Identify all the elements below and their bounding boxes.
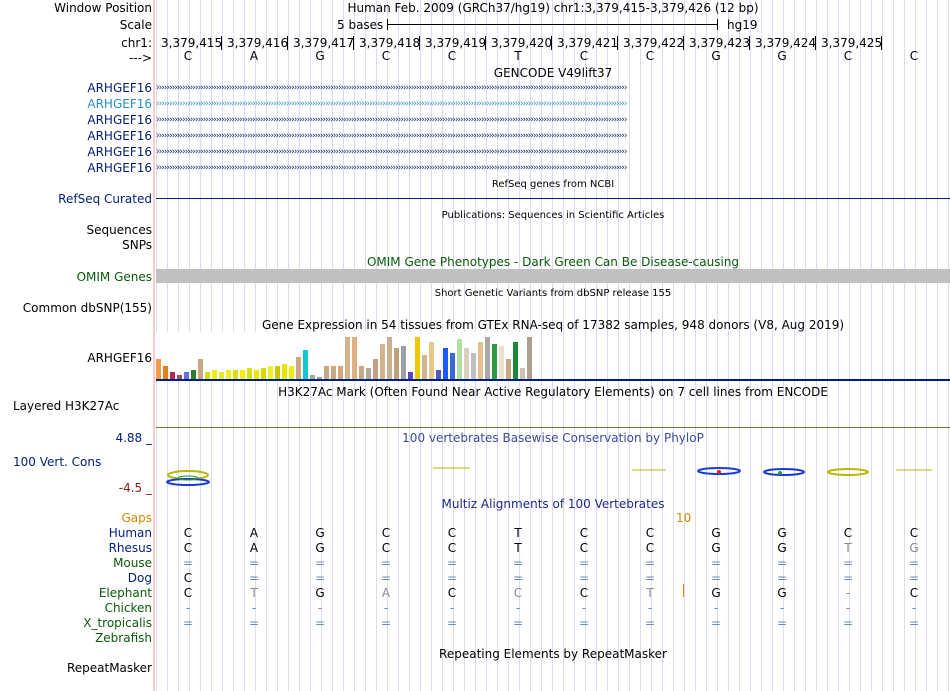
alignment-base: = xyxy=(314,556,326,570)
label-separator xyxy=(153,0,155,691)
alignment-base: - xyxy=(647,601,653,615)
alignment-base: - xyxy=(713,601,719,615)
alignment-base: = xyxy=(446,556,458,570)
position-label: 3,379,415 xyxy=(161,36,223,50)
alignment-base: - xyxy=(449,601,455,615)
reference-base: C xyxy=(843,49,853,63)
gtex-tissue-bar[interactable] xyxy=(499,346,504,379)
alignment-base: T xyxy=(844,541,852,555)
reference-base: C xyxy=(447,49,457,63)
alignment-base: = xyxy=(842,616,854,630)
alignment-base: - xyxy=(581,601,587,615)
alignment-base: T xyxy=(514,541,522,555)
gtex-tissue-bar[interactable] xyxy=(345,337,350,379)
gtex-tissue-bar[interactable] xyxy=(394,348,399,379)
gtex-tissue-bar[interactable] xyxy=(247,368,252,379)
gtex-tissue-bar[interactable] xyxy=(198,359,203,379)
alignment-base: C xyxy=(579,586,589,600)
reference-base: G xyxy=(777,49,787,63)
repeatmasker-track-title: Repeating Elements by RepeatMasker xyxy=(439,647,667,661)
alignment-base: = xyxy=(776,616,788,630)
alignment-base: G xyxy=(315,526,325,540)
h3k27ac-label[interactable]: Layered H3K27Ac xyxy=(13,399,120,413)
alignment-base: = xyxy=(248,556,260,570)
gtex-track-title: Gene Expression in 54 tissues from GTEx RNA-seq of 17382 samples, 948 donors (V8, Aug 2019) xyxy=(261,318,845,332)
reference-base: G xyxy=(315,49,325,63)
alignment-base: = xyxy=(776,571,788,585)
snps-label[interactable]: SNPs xyxy=(122,238,152,252)
species-label-mouse[interactable]: Mouse xyxy=(113,556,152,570)
gtex-tissue-bar[interactable] xyxy=(303,350,308,379)
species-label-elephant[interactable]: Elephant xyxy=(98,586,152,600)
gtex-tissue-bar[interactable] xyxy=(436,370,441,379)
gencode-transcript-arrows[interactable]: ››››››››››››››››››››››››››››››››››››››››››››››››››››››››››››››››››››››››››››››››››››››››››››››››››››››››››››››››››››››››››››››››››››››››››››››››››››››››››››››››››››››››››››››››››››› xyxy=(156,115,627,125)
gencode-track-title: GENCODE V49lift37 xyxy=(493,66,613,80)
alignment-base: = xyxy=(578,571,590,585)
alignment-base: = xyxy=(710,571,722,585)
gtex-tissue-bar[interactable] xyxy=(471,353,476,379)
alignment-base: = xyxy=(776,556,788,570)
gencode-transcript-label[interactable]: ARHGEF16 xyxy=(87,113,152,127)
reference-base: C xyxy=(183,49,193,63)
position-label: 3,379,416 xyxy=(227,36,289,50)
alignment-base: T xyxy=(646,586,654,600)
alignment-base: = xyxy=(314,571,326,585)
reference-base: C xyxy=(909,49,919,63)
alignment-base: = xyxy=(644,571,656,585)
alignment-base: C xyxy=(183,586,193,600)
gtex-tissue-bar[interactable] xyxy=(219,372,224,379)
species-label-x-tropicalis[interactable]: X_tropicalis xyxy=(83,616,152,630)
species-label-zebrafish[interactable]: Zebrafish xyxy=(95,631,152,645)
scale-assembly: hg19 xyxy=(727,18,758,32)
gtex-tissue-bar[interactable] xyxy=(464,348,469,379)
gtex-gene-line xyxy=(156,379,950,381)
gtex-tissue-bar[interactable] xyxy=(520,368,525,379)
gencode-transcript-label[interactable]: ARHGEF16 xyxy=(87,81,152,95)
alignment-base: A xyxy=(381,586,391,600)
alignment-base: G xyxy=(711,541,721,555)
conservation-max-label: 4.88 _ xyxy=(115,431,152,445)
gencode-transcript-arrows[interactable]: ››››››››››››››››››››››››››››››››››››››››››››››››››››››››››››››››››››››››››››››››››››››››››››››››››››››››››››››››››››››››››››››››››››››››››››››››››››››››››››››››››››››››››››››››››››› xyxy=(156,99,627,109)
h3k27ac-baseline xyxy=(156,427,950,428)
position-label: 3,379,422 xyxy=(623,36,685,50)
scale-bar-start xyxy=(387,19,388,30)
alignment-base: - xyxy=(845,601,851,615)
gencode-transcript-label[interactable]: ARHGEF16 xyxy=(87,161,152,175)
position-label: 3,379,418 xyxy=(359,36,421,50)
species-label-chicken[interactable]: Chicken xyxy=(104,601,152,615)
strand-label: ---> xyxy=(128,51,152,65)
refseq-gene-line[interactable] xyxy=(156,198,950,199)
alignment-base: = xyxy=(512,571,524,585)
gtex-tissue-bar[interactable] xyxy=(296,357,301,379)
alignment-base: = xyxy=(446,571,458,585)
alignment-base: C xyxy=(579,526,589,540)
alignment-base: C xyxy=(381,526,391,540)
alignment-base: = xyxy=(644,556,656,570)
position-label: 3,379,420 xyxy=(491,36,553,50)
gtex-gene-label[interactable]: ARHGEF16 xyxy=(87,351,152,365)
alignment-base: = xyxy=(380,556,392,570)
gencode-transcript-label[interactable]: ARHGEF16 xyxy=(87,97,152,111)
conservation-track-title: 100 vertebrates Basewise Conservation by PhyloP xyxy=(402,431,704,445)
alignment-base: C xyxy=(909,586,919,600)
gtex-tissue-bar[interactable] xyxy=(506,359,511,379)
gencode-transcript-label[interactable]: ARHGEF16 xyxy=(87,145,152,159)
alignment-base: = xyxy=(578,616,590,630)
dbsnp-label[interactable]: Common dbSNP(155) xyxy=(22,301,152,315)
alignment-base: C xyxy=(183,541,193,555)
gtex-tissue-bar[interactable] xyxy=(184,372,189,379)
gencode-transcript-arrows[interactable]: ››››››››››››››››››››››››››››››››››››››››››››››››››››››››››››››››››››››››››››››››››››››››››››››››››››››››››››››››››››››››››››››››››››››››››››››››››››››››››››››››››››››››››››››››››››› xyxy=(156,83,627,93)
alignment-base: = xyxy=(182,556,194,570)
alignment-base: = xyxy=(248,616,260,630)
refseq-track-title: RefSeq genes from NCBI xyxy=(491,179,615,190)
position-label: 3,379,417 xyxy=(293,36,355,50)
multiz-track-title: Multiz Alignments of 100 Vertebrates xyxy=(441,497,665,511)
alignment-base: = xyxy=(314,616,326,630)
alignment-base: - xyxy=(845,586,851,600)
position-label: 3,379,419 xyxy=(425,36,487,50)
gtex-tissue-bar[interactable] xyxy=(443,348,448,379)
gtex-tissue-bar[interactable] xyxy=(205,372,210,379)
gencode-transcript-arrows[interactable]: ››››››››››››››››››››››››››››››››››››››››››››››››››››››››››››››››››››››››››››››››››››››››››››››››››››››››››››››››››››››››››››››››››››››››››››››››››››››››››››››››››››››››››››››››››››› xyxy=(156,147,627,157)
alignment-base: C xyxy=(843,526,853,540)
tracks-area[interactable] xyxy=(156,0,950,691)
repeatmasker-label[interactable]: RepeatMasker xyxy=(66,661,152,675)
alignment-base: T xyxy=(250,586,258,600)
alignment-base: - xyxy=(317,601,323,615)
position-label: 3,379,424 xyxy=(755,36,817,50)
alignment-base: T xyxy=(514,526,522,540)
gtex-tissue-bar[interactable] xyxy=(485,337,490,379)
alignment-base: G xyxy=(315,586,325,600)
gtex-tissue-bar[interactable] xyxy=(191,370,196,379)
gtex-tissue-bar[interactable] xyxy=(408,372,413,379)
alignment-base: = xyxy=(248,571,260,585)
alignment-base: = xyxy=(380,571,392,585)
alignment-base: C xyxy=(381,541,391,555)
position-label: 3,379,425 xyxy=(821,36,883,50)
gtex-tissue-bar[interactable] xyxy=(366,368,371,379)
alignment-base: = xyxy=(908,571,920,585)
gtex-tissue-bar[interactable] xyxy=(373,359,378,379)
gencode-transcript-arrows[interactable]: ››››››››››››››››››››››››››››››››››››››››››››››››››››››››››››››››››››››››››››››››››››››››››››››››››››››››››››››››››››››››››››››››››››››››››››››››››››››››››››››››››››››››››››››››››››› xyxy=(156,163,627,173)
gtex-tissue-bar[interactable] xyxy=(352,337,357,379)
gtex-tissue-bar[interactable] xyxy=(380,344,385,379)
alignment-base: = xyxy=(446,616,458,630)
gtex-tissue-bar[interactable] xyxy=(415,337,420,379)
alignment-base: = xyxy=(710,556,722,570)
omim-gene-bar[interactable] xyxy=(156,269,950,283)
gtex-expression-bars[interactable] xyxy=(156,332,536,379)
gtex-tissue-bar[interactable] xyxy=(457,339,462,379)
alignment-base: G xyxy=(711,526,721,540)
alignment-base: G xyxy=(711,586,721,600)
alignment-base: = xyxy=(578,556,590,570)
alignment-base: = xyxy=(710,616,722,630)
alignment-base: - xyxy=(911,601,917,615)
species-label-human[interactable]: Human xyxy=(108,526,152,540)
gtex-tissue-bar[interactable] xyxy=(429,342,434,379)
alignment-base: G xyxy=(909,541,919,555)
gtex-tissue-bar[interactable] xyxy=(450,353,455,379)
alignment-base: C xyxy=(909,526,919,540)
alignment-base: = xyxy=(380,616,392,630)
gap-count: 10 xyxy=(676,511,692,525)
alignment-base: = xyxy=(644,616,656,630)
gencode-transcript-label[interactable]: ARHGEF16 xyxy=(87,129,152,143)
gtex-tissue-bar[interactable] xyxy=(275,366,280,379)
gtex-tissue-bar[interactable] xyxy=(240,370,245,379)
alignment-base: - xyxy=(383,601,389,615)
species-label-dog[interactable]: Dog xyxy=(127,571,152,585)
alignment-base: A xyxy=(249,526,259,540)
gtex-tissue-bar[interactable] xyxy=(254,370,259,379)
gtex-tissue-bar[interactable] xyxy=(338,366,343,379)
gtex-tissue-bar[interactable] xyxy=(261,368,266,379)
conservation-logo-marks[interactable] xyxy=(156,460,950,490)
alignment-base: C xyxy=(447,526,457,540)
publications-label[interactable]: Sequences xyxy=(86,223,152,237)
gtex-tissue-bar[interactable] xyxy=(289,366,294,379)
alignment-base: - xyxy=(515,601,521,615)
scale-bar-end xyxy=(717,19,718,30)
alignment-base: A xyxy=(249,541,259,555)
reference-base: C xyxy=(579,49,589,63)
refseq-label[interactable]: RefSeq Curated xyxy=(58,192,152,206)
conservation-min-label: -4.5 _ xyxy=(118,481,152,495)
window-position-value: Human Feb. 2009 (GRCh37/hg19) chr1:3,379,415-3,379,426 (12 bp) xyxy=(347,1,759,15)
gtex-tissue-bar[interactable] xyxy=(268,366,273,379)
gtex-tissue-bar[interactable] xyxy=(163,366,168,379)
position-label: 3,379,423 xyxy=(689,36,751,50)
gtex-tissue-bar[interactable] xyxy=(331,366,336,379)
alignment-base: C xyxy=(513,586,523,600)
h3k27ac-track-title: H3K27Ac Mark (Often Found Near Active Regulatory Elements) on 7 cell lines from ENCODE xyxy=(278,385,828,399)
gtex-tissue-bar[interactable] xyxy=(170,372,175,379)
gtex-tissue-bar[interactable] xyxy=(359,366,364,379)
position-label: 3,379,421 xyxy=(557,36,619,50)
gencode-transcript-arrows[interactable]: ››››››››››››››››››››››››››››››››››››››››››››››››››››››››››››››››››››››››››››››››››››››››››››››››››››››››››››››››››››››››››››››››››››››››››››››››››››››››››››››››››››››››››››››››››››› xyxy=(156,131,627,141)
alignment-base: - xyxy=(779,601,785,615)
gtex-tissue-bar[interactable] xyxy=(233,370,238,379)
gtex-tissue-bar[interactable] xyxy=(212,370,217,379)
gtex-tissue-bar[interactable] xyxy=(324,366,329,379)
omim-label[interactable]: OMIM Genes xyxy=(76,270,152,284)
alignment-base: - xyxy=(251,601,257,615)
reference-base: T xyxy=(514,49,522,63)
scale-bar xyxy=(387,24,717,25)
reference-base: G xyxy=(711,49,721,63)
alignment-base: G xyxy=(777,526,787,540)
alignment-base: = xyxy=(182,616,194,630)
gtex-tissue-bar[interactable] xyxy=(492,344,497,379)
alignment-base: - xyxy=(185,601,191,615)
scale-label: Scale xyxy=(119,18,152,32)
gtex-tissue-bar[interactable] xyxy=(401,346,406,379)
reference-base: C xyxy=(381,49,391,63)
alignment-base: = xyxy=(908,616,920,630)
alignment-base: G xyxy=(777,586,787,600)
omim-track-title: OMIM Gene Phenotypes - Dark Green Can Be Disease-causing xyxy=(366,255,740,269)
gtex-tissue-bar[interactable] xyxy=(422,355,427,379)
alignment-base: = xyxy=(842,571,854,585)
alignment-base: C xyxy=(447,586,457,600)
gtex-tissue-bar[interactable] xyxy=(387,337,392,379)
alignment-base: = xyxy=(512,616,524,630)
reference-base: C xyxy=(645,49,655,63)
gtex-tissue-bar[interactable] xyxy=(513,342,518,379)
alignment-base: C xyxy=(183,571,193,585)
alignment-base: C xyxy=(645,526,655,540)
scale-value: 5 bases xyxy=(337,18,384,32)
species-label-rhesus[interactable]: Rhesus xyxy=(108,541,152,555)
alignment-base: C xyxy=(447,541,457,555)
gtex-tissue-bar[interactable] xyxy=(226,370,231,379)
alignment-base: = xyxy=(908,556,920,570)
gtex-tissue-bar[interactable] xyxy=(282,364,287,379)
alignment-base: G xyxy=(777,541,787,555)
gtex-tissue-bar[interactable] xyxy=(527,337,532,379)
alignment-base: = xyxy=(842,556,854,570)
chrom-label: chr1: xyxy=(121,36,152,50)
alignment-base: = xyxy=(512,556,524,570)
alignment-base: C xyxy=(645,541,655,555)
gaps-label[interactable]: Gaps xyxy=(121,511,152,525)
alignment-base: C xyxy=(183,526,193,540)
alignment-base: C xyxy=(579,541,589,555)
conservation-label[interactable]: 100 Vert. Cons xyxy=(13,455,102,469)
dbsnp-track-title: Short Genetic Variants from dbSNP release 155 xyxy=(434,288,672,299)
window-position-label: Window Position xyxy=(54,1,152,15)
reference-base: A xyxy=(249,49,259,63)
alignment-base: G xyxy=(315,541,325,555)
gtex-tissue-bar[interactable] xyxy=(478,342,483,379)
gtex-tissue-bar[interactable] xyxy=(156,359,161,379)
publications-track-title: Publications: Sequences in Scientific Articles xyxy=(441,210,665,221)
